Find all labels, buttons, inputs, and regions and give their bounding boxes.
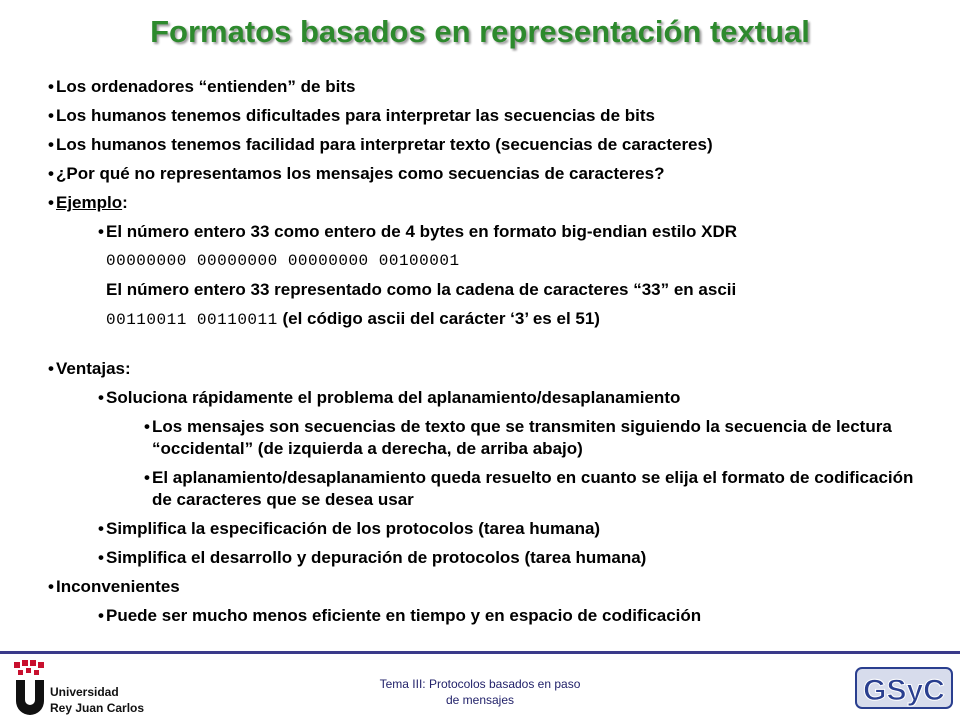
example-2: El número entero 33 representado como la cadena de caracteres “33” en ascii bbox=[106, 280, 737, 299]
ventaja-3: • Simplifica el desarrollo y depuración de protocolos (tarea humana) bbox=[98, 548, 647, 567]
bullet-1: • Los ordenadores “entienden” de bits bbox=[48, 77, 356, 96]
ventaja-1a: • Los mensajes son secuencias de texto que se transmiten siguiendo la secuencia de lectura “occidental” (de izquierda a derecha, de arriba abajo) bbox=[144, 417, 892, 458]
ventaja-1: • Soluciona rápidamente el problema del aplanamiento/desaplanamiento bbox=[98, 388, 681, 407]
gsyc-logo-icon bbox=[854, 664, 954, 712]
bullet-ejemplo: • Ejemplo: bbox=[48, 193, 128, 212]
svg-text:GSyC: GSyC bbox=[863, 674, 945, 707]
ventaja-2: • Simplifica la especificación de los protocolos (tarea humana) bbox=[98, 519, 601, 538]
ventaja-1b: • El aplanamiento/desaplanamiento queda resuelto en cuanto se elija el formato de codificación de caracteres que se desea usar bbox=[144, 468, 914, 509]
slide-title: Formatos basados en representación textual bbox=[150, 14, 810, 49]
footer-rule bbox=[0, 651, 960, 654]
university-name: Universidad Rey Juan Carlos bbox=[50, 685, 145, 715]
bullet-3: • Los humanos tenemos facilidad para interpretar texto (secuencias de caracteres) bbox=[48, 135, 713, 154]
ejemplo-label: Ejemplo bbox=[56, 193, 123, 212]
example-2-bits: 00110011 00110011 (el código ascii del carácter ‘3’ es el 51) bbox=[106, 309, 600, 329]
example-1: • El número entero 33 como entero de 4 bytes en formato big-endian estilo XDR bbox=[98, 222, 738, 241]
bullet-4: • ¿Por qué no representamos los mensajes como secuencias de caracteres? bbox=[48, 164, 665, 183]
inconveniente-1: • Puede ser mucho menos eficiente en tiempo y en espacio de codificación bbox=[98, 606, 702, 625]
bullet-2: • Los humanos tenemos dificultades para interpretar las secuencias de bits bbox=[48, 106, 655, 125]
example-1-bits: 00000000 00000000 00000000 00100001 bbox=[106, 252, 460, 270]
footer-caption: Tema III: Protocolos basados en paso de mensajes bbox=[379, 677, 581, 707]
bullet-inconvenientes: • Inconvenientes bbox=[48, 577, 180, 596]
slide-body bbox=[46, 76, 936, 634]
bullet-ventajas: • Ventajas: bbox=[48, 359, 131, 378]
